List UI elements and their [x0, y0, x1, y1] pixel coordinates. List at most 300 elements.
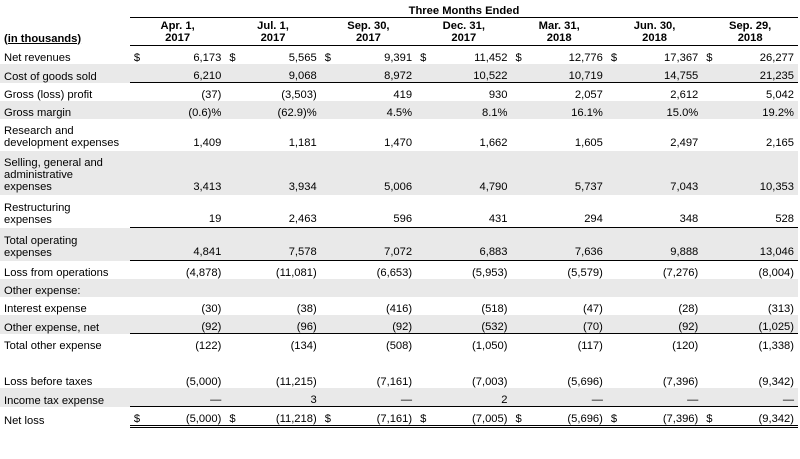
period-header: [130, 18, 225, 46]
value-cell: 419: [333, 83, 416, 102]
value-cell: (8,004): [714, 261, 798, 280]
table-row: [0, 228, 798, 261]
currency-symbol: [416, 370, 428, 388]
value-cell: (134): [237, 334, 320, 353]
period-header: [702, 18, 798, 46]
row-label: [0, 151, 130, 195]
currency-symbol: [511, 195, 523, 228]
currency-symbol: [130, 370, 142, 388]
table-body: [0, 46, 798, 427]
value-cell: 17,367: [664, 52, 699, 64]
row-label: [0, 315, 130, 334]
table-row: [0, 151, 798, 195]
currency-symbol: [321, 388, 333, 407]
value-cell: 930: [428, 83, 511, 102]
value-cell: 12,776: [568, 52, 603, 64]
value-cell: 596: [393, 213, 413, 225]
currency-symbol: [321, 334, 333, 353]
value-cell: (518): [481, 303, 508, 315]
value-cell: —: [142, 388, 225, 407]
row-label-line: Other expense:: [4, 285, 81, 297]
currency-symbol: [416, 334, 428, 353]
currency-symbol: [607, 297, 619, 315]
table-row: [0, 334, 798, 353]
value-cell: (3,503): [237, 83, 320, 102]
currency-symbol: [702, 388, 714, 407]
currency-symbol: [416, 261, 428, 280]
currency-symbol: [416, 64, 428, 83]
value-cell: 2,057: [524, 83, 607, 102]
row-label-line: Gross (loss) profit: [4, 89, 93, 101]
currency-symbol: $: [607, 407, 619, 427]
currency-symbol: $: [133, 52, 141, 64]
value-cell: —: [714, 388, 798, 407]
row-label: [0, 119, 130, 151]
currency-symbol: [321, 315, 333, 334]
currency-symbol: [511, 334, 523, 353]
currency-symbol: $: [416, 407, 428, 427]
value-cell: 8.1%: [428, 101, 511, 119]
currency-symbol: [511, 101, 523, 119]
period-header: [511, 18, 606, 46]
value-cell: 26,277: [759, 52, 794, 64]
value-cell: (5,696): [524, 407, 607, 427]
value-cell: (70): [524, 315, 607, 334]
unit-label: (in thousands): [4, 32, 82, 45]
currency-symbol: [607, 101, 619, 119]
value-cell: 4,841: [142, 228, 225, 261]
currency-symbol: [416, 279, 428, 297]
value-cell: —: [524, 388, 607, 407]
currency-symbol: [511, 119, 523, 151]
currency-symbol: [225, 279, 237, 297]
currency-symbol: [321, 101, 333, 119]
value-cell: —: [333, 388, 416, 407]
period-year: 2017: [165, 32, 191, 44]
value-cell: 8,972: [333, 64, 416, 83]
value-cell: 19: [208, 213, 222, 225]
period-date: Mar. 31,: [538, 20, 580, 32]
value-cell: [237, 279, 320, 297]
value-cell: (30): [201, 303, 222, 315]
currency-symbol: [607, 64, 619, 83]
currency-symbol: [130, 315, 142, 334]
currency-symbol: [321, 119, 333, 151]
currency-symbol: [225, 315, 237, 334]
value-cell: 14,755: [619, 64, 702, 83]
value-cell: (508): [333, 334, 416, 353]
currency-symbol: [702, 297, 714, 315]
row-label-line: Net loss: [4, 414, 45, 427]
period-year: 2017: [260, 32, 286, 44]
value-cell: 7,043: [619, 151, 702, 195]
value-cell: 431: [488, 213, 508, 225]
currency-symbol: $: [229, 52, 236, 64]
currency-symbol: [511, 297, 523, 315]
period-header: [225, 18, 320, 46]
value-cell: [142, 279, 225, 297]
row-label-line: Cost of goods sold: [4, 70, 97, 83]
value-cell: 2,165: [766, 137, 794, 149]
value-cell: (5,000): [142, 407, 225, 427]
row-label-line: Total other expense: [4, 340, 102, 352]
table-row: [0, 297, 798, 315]
table-row: [0, 388, 798, 407]
currency-symbol: [702, 83, 714, 102]
row-label: [0, 228, 130, 261]
currency-symbol: [511, 315, 523, 334]
row-label: [0, 370, 130, 388]
row-label-line: administrative: [4, 169, 74, 181]
value-cell: 19.2%: [714, 101, 798, 119]
row-label-line: development expenses: [4, 137, 120, 149]
currency-symbol: [130, 261, 142, 280]
currency-symbol: $: [610, 52, 618, 64]
currency-symbol: [225, 261, 237, 280]
table-row: [0, 119, 798, 151]
currency-symbol: [511, 228, 523, 261]
currency-symbol: [702, 315, 714, 334]
row-label-line: Interest expense: [4, 303, 87, 315]
currency-symbol: [607, 261, 619, 280]
value-cell: 528: [775, 213, 794, 225]
value-cell: 1,662: [479, 137, 508, 149]
value-cell: 5,006: [333, 151, 416, 195]
value-cell: [714, 279, 798, 297]
period-date: Apr. 1,: [160, 20, 195, 32]
table-row: [0, 261, 798, 280]
value-cell: 5,565: [288, 52, 317, 64]
value-cell: —: [619, 388, 702, 407]
currency-symbol: [130, 195, 142, 228]
value-cell: 5,737: [524, 151, 607, 195]
currency-symbol: [702, 370, 714, 388]
row-label-line: expenses: [4, 213, 52, 226]
currency-symbol: [416, 195, 428, 228]
row-label: [0, 261, 130, 280]
value-cell: 9,068: [237, 64, 320, 83]
currency-symbol: $: [324, 52, 331, 64]
currency-symbol: [607, 334, 619, 353]
currency-symbol: [321, 64, 333, 83]
table-row: [0, 195, 798, 228]
band-title: Three Months Ended: [130, 3, 798, 18]
currency-symbol: [607, 151, 619, 195]
currency-symbol: [321, 151, 333, 195]
table-row: [0, 407, 798, 427]
value-cell: (5,579): [524, 261, 607, 280]
currency-symbol: [225, 370, 237, 388]
currency-symbol: [702, 151, 714, 195]
row-label-line: Income tax expense: [4, 394, 105, 407]
value-cell: 11,452: [474, 52, 508, 64]
value-cell: (7,276): [619, 261, 702, 280]
value-cell: 2: [428, 388, 511, 407]
currency-symbol: [321, 370, 333, 388]
value-cell: (92): [142, 315, 225, 334]
value-cell: 10,522: [428, 64, 511, 83]
period-year: 2018: [737, 32, 763, 44]
period-header-row: [0, 18, 798, 46]
table-row: [0, 101, 798, 119]
value-cell: 6,883: [428, 228, 511, 261]
value-cell: (92): [333, 315, 416, 334]
value-cell: 21,235: [714, 64, 798, 83]
row-label: [0, 334, 130, 353]
row-label-line: expenses: [4, 246, 52, 259]
currency-symbol: $: [225, 407, 237, 427]
row-label-line: Selling, general and: [4, 157, 103, 169]
value-cell: (37): [142, 83, 225, 102]
currency-symbol: [130, 64, 142, 83]
row-label-line: Research and: [4, 125, 74, 137]
currency-symbol: [416, 151, 428, 195]
value-cell: 4,790: [428, 151, 511, 195]
currency-symbol: [511, 261, 523, 280]
currency-symbol: [607, 228, 619, 261]
value-cell: 1,409: [193, 137, 222, 149]
currency-symbol: [225, 101, 237, 119]
currency-symbol: [130, 388, 142, 407]
currency-symbol: [321, 83, 333, 102]
value-cell: 3,413: [142, 151, 225, 195]
currency-symbol: [511, 83, 523, 102]
table-row: [0, 83, 798, 102]
currency-symbol: [607, 119, 619, 151]
row-label-line: expenses: [4, 181, 52, 193]
currency-symbol: [130, 83, 142, 102]
value-cell: (47): [582, 303, 603, 315]
row-label: [0, 46, 130, 65]
currency-symbol: $: [130, 407, 142, 427]
spacer-row: [0, 352, 798, 370]
value-cell: (62.9)%: [237, 101, 320, 119]
value-cell: (92): [619, 315, 702, 334]
value-cell: 15.0%: [619, 101, 702, 119]
currency-symbol: [416, 297, 428, 315]
period-date: Jul. 1,: [257, 20, 289, 32]
value-cell: (11,215): [275, 376, 317, 388]
value-cell: (416): [385, 303, 413, 315]
row-label: [0, 279, 130, 297]
currency-symbol: [511, 151, 523, 195]
value-cell: (6,653): [333, 261, 416, 280]
currency-symbol: [511, 388, 523, 407]
value-cell: (7,396): [619, 407, 702, 427]
value-cell: 348: [679, 213, 699, 225]
value-cell: 16.1%: [524, 101, 607, 119]
value-cell: (0.6)%: [142, 101, 225, 119]
currency-symbol: [130, 334, 142, 353]
value-cell: [428, 279, 511, 297]
value-cell: (1,338): [714, 334, 798, 353]
value-cell: 2,612: [619, 83, 702, 102]
value-cell: (7,161): [333, 407, 416, 427]
currency-symbol: [416, 101, 428, 119]
currency-symbol: [321, 297, 333, 315]
value-cell: 3,934: [237, 151, 320, 195]
currency-symbol: [225, 119, 237, 151]
currency-symbol: [321, 228, 333, 261]
currency-symbol: [225, 388, 237, 407]
currency-symbol: [130, 119, 142, 151]
value-cell: 7,072: [333, 228, 416, 261]
period-year: 2017: [451, 32, 477, 44]
period-header: [416, 18, 511, 46]
period-year: 2017: [355, 32, 381, 44]
value-cell: (7,161): [376, 376, 413, 388]
value-cell: (1,050): [428, 334, 511, 353]
value-cell: (28): [678, 303, 699, 315]
row-label-line: Loss before taxes: [4, 376, 93, 388]
value-cell: 6,210: [142, 64, 225, 83]
currency-symbol: [607, 279, 619, 297]
quarterly-results-table: [0, 3, 798, 428]
row-label-line: Total operating: [4, 234, 78, 247]
value-cell: (532): [428, 315, 511, 334]
row-label: [0, 64, 130, 83]
value-cell: (1,025): [714, 315, 798, 334]
value-cell: (38): [296, 303, 317, 315]
value-cell: 5,042: [714, 83, 798, 102]
currency-symbol: [607, 83, 619, 102]
row-label-line: Other expense, net: [4, 321, 100, 334]
currency-symbol: [702, 279, 714, 297]
table-row: [0, 46, 798, 65]
value-cell: (11,218): [237, 407, 320, 427]
period-year: 2018: [642, 32, 668, 44]
value-cell: (5,953): [428, 261, 511, 280]
currency-symbol: [607, 195, 619, 228]
currency-symbol: [321, 195, 333, 228]
currency-symbol: [511, 64, 523, 83]
currency-symbol: [130, 297, 142, 315]
value-cell: 10,353: [714, 151, 798, 195]
value-cell: (11,081): [237, 261, 320, 280]
currency-symbol: [225, 151, 237, 195]
value-cell: 3: [237, 388, 320, 407]
band-spacer: [0, 3, 130, 18]
currency-symbol: [702, 228, 714, 261]
currency-symbol: $: [420, 52, 427, 64]
value-cell: (7,396): [662, 376, 699, 388]
currency-symbol: [702, 195, 714, 228]
value-cell: [524, 279, 607, 297]
currency-symbol: [702, 334, 714, 353]
value-cell: (313): [767, 303, 794, 315]
period-header: [321, 18, 416, 46]
value-cell: (117): [524, 334, 607, 353]
value-cell: 9,391: [384, 52, 413, 64]
currency-symbol: [225, 64, 237, 83]
period-date: Sep. 30,: [347, 20, 390, 32]
row-label: [0, 195, 130, 228]
currency-symbol: [511, 279, 523, 297]
value-cell: 9,888: [619, 228, 702, 261]
row-label: [0, 388, 130, 407]
period-header: [607, 18, 702, 46]
currency-symbol: [321, 261, 333, 280]
currency-symbol: [130, 101, 142, 119]
table-row: [0, 279, 798, 297]
value-cell: (5,696): [567, 376, 603, 388]
currency-symbol: [702, 64, 714, 83]
currency-symbol: [702, 119, 714, 151]
value-cell: 7,636: [524, 228, 607, 261]
currency-symbol: $: [706, 52, 713, 64]
value-cell: (9,342): [714, 407, 798, 427]
currency-symbol: $: [321, 407, 333, 427]
value-cell: (96): [237, 315, 320, 334]
value-cell: 1,470: [384, 137, 413, 149]
row-label-line: Loss from operations: [4, 267, 109, 279]
value-cell: 10,719: [524, 64, 607, 83]
value-cell: (5,000): [185, 376, 222, 388]
period-date: Sep. 29,: [728, 20, 772, 32]
value-cell: 7,578: [237, 228, 320, 261]
row-label: [0, 297, 130, 315]
currency-symbol: [416, 315, 428, 334]
currency-symbol: [225, 228, 237, 261]
value-cell: (7,005): [428, 407, 511, 427]
currency-symbol: [130, 279, 142, 297]
value-cell: 4.5%: [333, 101, 416, 119]
row-label: [0, 407, 130, 427]
row-label-line: Net revenues: [4, 52, 71, 64]
value-cell: [333, 279, 416, 297]
currency-symbol: [702, 101, 714, 119]
period-year: 2018: [546, 32, 572, 44]
row-label: [0, 83, 130, 102]
value-cell: 2,463: [288, 213, 317, 225]
currency-symbol: [607, 388, 619, 407]
table-row: [0, 315, 798, 334]
currency-symbol: [511, 370, 523, 388]
currency-symbol: $: [515, 52, 522, 64]
row-label: [0, 101, 130, 119]
table-row: [0, 370, 798, 388]
period-date: Jun. 30,: [633, 20, 676, 32]
value-cell: (122): [142, 334, 225, 353]
period-date: Dec. 31,: [442, 20, 485, 32]
row-label-line: Restructuring: [4, 201, 71, 214]
currency-symbol: [321, 279, 333, 297]
currency-symbol: [225, 297, 237, 315]
currency-symbol: [130, 151, 142, 195]
value-cell: [619, 279, 702, 297]
currency-symbol: [225, 334, 237, 353]
period-band-row: [0, 3, 798, 18]
currency-symbol: [607, 370, 619, 388]
currency-symbol: [225, 83, 237, 102]
currency-symbol: [130, 228, 142, 261]
currency-symbol: [416, 83, 428, 102]
currency-symbol: $: [511, 407, 523, 427]
currency-symbol: [225, 195, 237, 228]
row-label-line: Gross margin: [4, 107, 72, 119]
value-cell: 1,181: [288, 137, 317, 149]
currency-symbol: [702, 261, 714, 280]
currency-symbol: [416, 228, 428, 261]
currency-symbol: [416, 388, 428, 407]
value-cell: (120): [619, 334, 702, 353]
table-row: [0, 64, 798, 83]
value-cell: 2,497: [670, 137, 699, 149]
spacer-cell: [0, 352, 798, 370]
currency-symbol: $: [702, 407, 714, 427]
value-cell: 6,173: [193, 52, 222, 64]
value-cell: 1,605: [574, 137, 603, 149]
